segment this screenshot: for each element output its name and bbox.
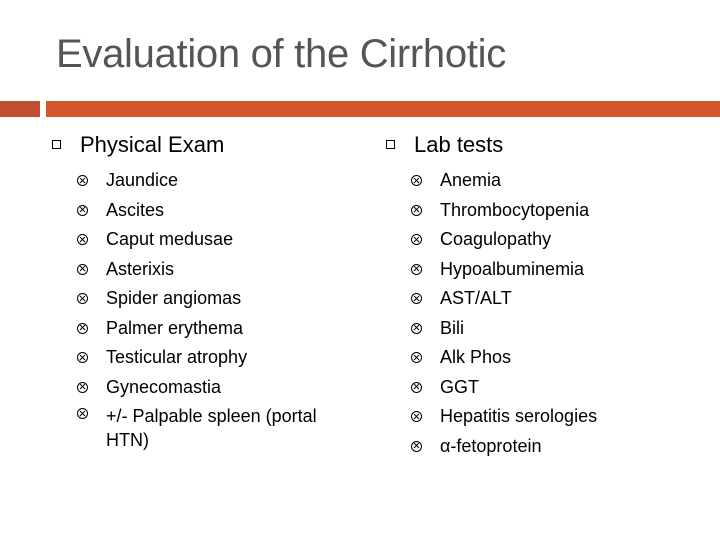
list-item: Gynecomastia [52, 373, 352, 403]
lab-tests-heading: Lab tests [414, 132, 504, 157]
circle-x-bullet-icon [77, 408, 88, 419]
lab-tests-column [386, 130, 706, 461]
title-rule [46, 101, 720, 117]
circle-x-bullet-icon [411, 352, 422, 363]
circle-x-bullet-icon [411, 382, 422, 393]
circle-x-bullet-icon [411, 323, 422, 334]
list-item: GGT [386, 373, 706, 403]
slide-title: Evaluation of the Cirrhotic [56, 32, 506, 76]
circle-x-bullet-icon [77, 175, 88, 186]
square-bullet-icon [52, 140, 61, 149]
circle-x-bullet-icon [77, 234, 88, 245]
title-rule-left [0, 101, 40, 117]
list-item: Anemia [386, 166, 706, 196]
circle-x-bullet-icon [411, 293, 422, 304]
physical-exam-heading: Physical Exam [80, 132, 225, 157]
list-item: Hepatitis serologies [386, 402, 706, 432]
circle-x-bullet-icon [77, 352, 88, 363]
square-bullet-icon [386, 140, 395, 149]
physical-exam-list [52, 166, 352, 452]
circle-x-bullet-icon [411, 175, 422, 186]
list-item: Alk Phos [386, 343, 706, 373]
lab-tests-list [386, 166, 706, 461]
circle-x-bullet-icon [411, 205, 422, 216]
list-item: Jaundice [52, 166, 352, 196]
circle-x-bullet-icon [77, 264, 88, 275]
circle-x-bullet-icon [77, 293, 88, 304]
list-item: Spider angiomas [52, 284, 352, 314]
list-item: Caput medusae [52, 225, 352, 255]
list-item: +/- Palpable spleen (portal HTN) [52, 402, 352, 452]
list-item: Coagulopathy [386, 225, 706, 255]
list-item: Bili [386, 314, 706, 344]
circle-x-bullet-icon [77, 205, 88, 216]
circle-x-bullet-icon [411, 411, 422, 422]
list-item: Testicular atrophy [52, 343, 352, 373]
circle-x-bullet-icon [411, 234, 422, 245]
list-item: Palmer erythema [52, 314, 352, 344]
list-item: Ascites [52, 196, 352, 226]
physical-exam-column [52, 130, 352, 452]
circle-x-bullet-icon [411, 441, 422, 452]
list-item: Hypoalbuminemia [386, 255, 706, 285]
list-item: Asterixis [52, 255, 352, 285]
circle-x-bullet-icon [411, 264, 422, 275]
list-item: Thrombocytopenia [386, 196, 706, 226]
list-item: α-fetoprotein [386, 432, 706, 462]
circle-x-bullet-icon [77, 323, 88, 334]
list-item: AST/ALT [386, 284, 706, 314]
circle-x-bullet-icon [77, 382, 88, 393]
